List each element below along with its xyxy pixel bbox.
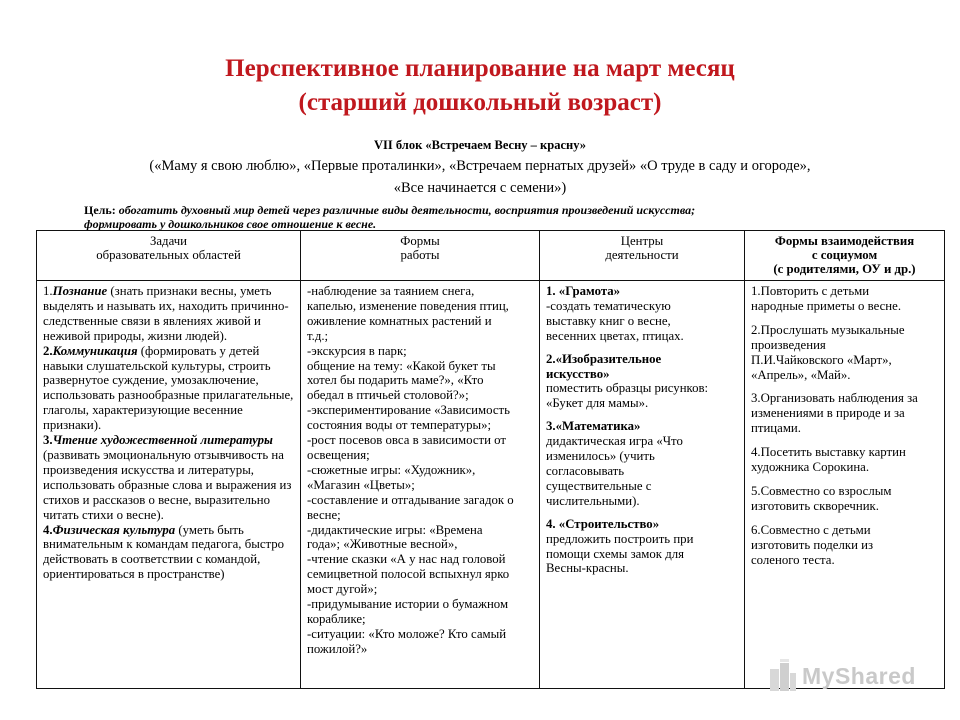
task-text: (формировать у детей навыки слушательской культуры, строить развернутое суждение, умозаключение, использовать разнообразные прилагательные, глаголы, характеризующие весенние признаки). xyxy=(43,343,294,433)
cell-interaction xyxy=(745,281,945,689)
center-line: дидактическая игра «Что xyxy=(546,434,683,449)
center-math xyxy=(546,419,738,508)
header-forms-l1: Формы xyxy=(400,234,440,248)
interaction-item xyxy=(751,523,938,568)
form-line: мост дугой»; xyxy=(307,582,378,597)
goal-text xyxy=(84,203,784,231)
center-title: 2.«Изобразительное xyxy=(546,351,662,366)
goal-label: Цель: xyxy=(84,203,116,217)
interaction-item xyxy=(751,445,938,475)
center-art xyxy=(546,352,738,412)
interaction-line: изменениями в природе и за xyxy=(751,406,905,421)
header-tasks-l2: образовательных областей xyxy=(96,248,241,262)
task-title: Познание xyxy=(52,284,108,298)
form-line: «Магазин «Цветы»; xyxy=(307,477,415,492)
form-line: обедал в птичьей столовой?»; xyxy=(307,388,469,403)
form-line: -экспериментирование «Зависимость xyxy=(307,403,510,418)
interaction-item xyxy=(751,484,938,514)
header-interaction-l2: с социумом xyxy=(811,248,878,262)
center-line: «Букет для мамы». xyxy=(546,396,649,411)
interaction-line: 4.Посетить выставку картин xyxy=(751,445,906,460)
form-line: -сюжетные игры: «Художник», xyxy=(307,462,476,477)
planning-table xyxy=(36,230,945,689)
center-literacy xyxy=(546,284,738,344)
interaction-line: птицами. xyxy=(751,421,801,436)
form-line: года»; «Животные весной», xyxy=(307,537,458,552)
header-interaction-l3: (с родителями, ОУ и др.) xyxy=(773,262,916,276)
center-title: 4. «Строительство» xyxy=(546,516,660,531)
task-communication xyxy=(43,344,294,433)
form-line: -составление и отгадывание загадок о xyxy=(307,492,514,507)
watermark-text: MyShared xyxy=(802,662,916,689)
interaction-line: соленого теста. xyxy=(751,552,835,567)
center-line: существительные с xyxy=(546,478,652,493)
form-line: капелью, изменение поведения птиц, xyxy=(307,298,509,313)
center-line: изменилось» (учить xyxy=(546,449,655,464)
task-number: 1. xyxy=(43,284,53,298)
interaction-line: изготовить скворечник. xyxy=(751,498,879,513)
watermark-logo xyxy=(768,656,916,696)
watermark-logo-icon xyxy=(768,659,798,693)
interaction-line: 6.Совместно с детьми xyxy=(751,522,871,537)
center-construction xyxy=(546,517,738,577)
task-title: Коммуникация xyxy=(52,343,138,358)
interaction-line: «Апрель», «Май». xyxy=(751,367,851,382)
task-reading xyxy=(43,433,294,522)
form-line: весне; xyxy=(307,507,341,522)
task-text: (развивать эмоциональную отзывчивость на произведения искусства и литературы, использовать образные слова и выражения из стихов и рассказов о весне, выразительно читать стихи о весне). xyxy=(43,447,292,522)
form-line: -дидактические игры: «Времена xyxy=(307,522,483,537)
task-physical xyxy=(43,523,294,583)
center-line: числительными). xyxy=(546,493,640,508)
cell-tasks xyxy=(37,281,301,689)
header-centers xyxy=(540,231,745,281)
header-tasks-l1: Задачи xyxy=(149,234,188,248)
form-line: -экскурсия в парк; xyxy=(307,343,407,358)
form-line: состояния воды от температуры»; xyxy=(307,418,492,433)
form-line: семицветной полосой вспыхнул ярко xyxy=(307,567,510,582)
task-number: 4. xyxy=(43,522,53,537)
goal-line-1: обогатить духовный мир детей через различные виды деятельности, восприятия произведений искусства; xyxy=(115,203,696,217)
form-line: -чтение сказки «А у нас над головой xyxy=(307,552,506,567)
center-line: согласовывать xyxy=(546,463,625,478)
interaction-line: П.И.Чайковского «Март», xyxy=(751,352,892,367)
form-line: освещения; xyxy=(307,447,370,462)
block-heading: VII блок «Встречаем Весну – красну» xyxy=(373,138,587,152)
header-centers-l1: Центры xyxy=(620,234,664,248)
cell-forms xyxy=(301,281,540,689)
center-title: искусство» xyxy=(546,366,610,381)
interaction-line: изготовить поделки из xyxy=(751,537,874,552)
form-line: пожилой?» xyxy=(307,641,368,656)
form-line: кораблике; xyxy=(307,611,366,626)
interaction-item xyxy=(751,323,938,383)
center-title: 3.«Математика» xyxy=(546,419,641,434)
form-line: -ситуации: «Кто моложе? Кто самый xyxy=(307,626,507,641)
interaction-item xyxy=(751,284,938,314)
interaction-item xyxy=(751,391,938,436)
task-cognition xyxy=(43,284,294,344)
header-centers-l2: деятельности xyxy=(605,248,679,262)
center-line: поместить образцы рисунков: xyxy=(546,381,709,396)
goal-line-2: формировать у дошкольников свое отношение к весне. xyxy=(84,217,377,231)
task-text: (знать признаки весны, уметь выделять и называть их, находить причинно-следственные связи в явлениях живой и неживой природы, жизни людей). xyxy=(43,284,289,343)
center-line: Весны-красны. xyxy=(546,561,629,576)
table-body-row xyxy=(37,281,945,689)
header-interaction-l1: Формы взаимодействия xyxy=(774,234,915,248)
interaction-line: произведения xyxy=(751,337,826,352)
cell-centers xyxy=(540,281,745,689)
task-title: Физическая культура xyxy=(52,522,176,537)
themes-line-1: («Маму я свою люблю», «Первые проталинки», «Встречаем пернатых друзей» «О труде в саду и огороде», xyxy=(149,158,811,174)
form-line: -наблюдение за таянием снега, xyxy=(307,284,475,298)
interaction-line: 5.Совместно со взрослым xyxy=(751,483,892,498)
form-line: оживление комнатных растений и xyxy=(307,313,492,328)
center-line: помощи схемы замок для xyxy=(546,546,684,561)
task-number: 2. xyxy=(43,343,53,358)
task-title: Чтение художественной литературы xyxy=(52,433,273,448)
table-header-row xyxy=(37,231,945,281)
header-interaction xyxy=(745,231,945,281)
center-line: -создать тематическую xyxy=(546,298,671,313)
center-line: предложить построить при xyxy=(546,531,694,546)
interaction-line: 1.Повторить с детьми xyxy=(751,284,870,298)
task-number: 3. xyxy=(43,433,53,448)
center-line: весенних цветах, птицах. xyxy=(546,328,684,343)
header-tasks xyxy=(37,231,301,281)
center-title: 1. «Грамота» xyxy=(546,284,621,298)
center-line: выставку книг о весне, xyxy=(546,313,671,328)
page-subtitle: (старший дошкольный возраст) xyxy=(298,89,662,116)
form-line: -придумывание истории о бумажном xyxy=(307,597,509,612)
task-text: (уметь быть внимательным к командам педагога, быстро действовать в соответствии с командой, ориентироваться в пространстве) xyxy=(43,522,285,582)
interaction-line: художника Сорокина. xyxy=(751,460,870,475)
header-forms-l2: работы xyxy=(400,248,440,262)
interaction-line: 3.Организовать наблюдения за xyxy=(751,391,918,406)
page-title: Перспективное планирование на март месяц xyxy=(225,55,735,82)
interaction-line: 2.Прослушать музыкальные xyxy=(751,322,905,337)
form-line: общение на тему: «Какой букет ты xyxy=(307,358,496,373)
header-forms xyxy=(301,231,540,281)
form-line: хотел бы подарить маме?», «Кто xyxy=(307,373,484,388)
themes-line-2: «Все начинается с семени») xyxy=(393,180,567,196)
interaction-line: народные приметы о весне. xyxy=(751,298,902,313)
form-line: -рост посевов овса в зависимости от xyxy=(307,433,506,448)
form-line: т.д.; xyxy=(307,328,329,343)
